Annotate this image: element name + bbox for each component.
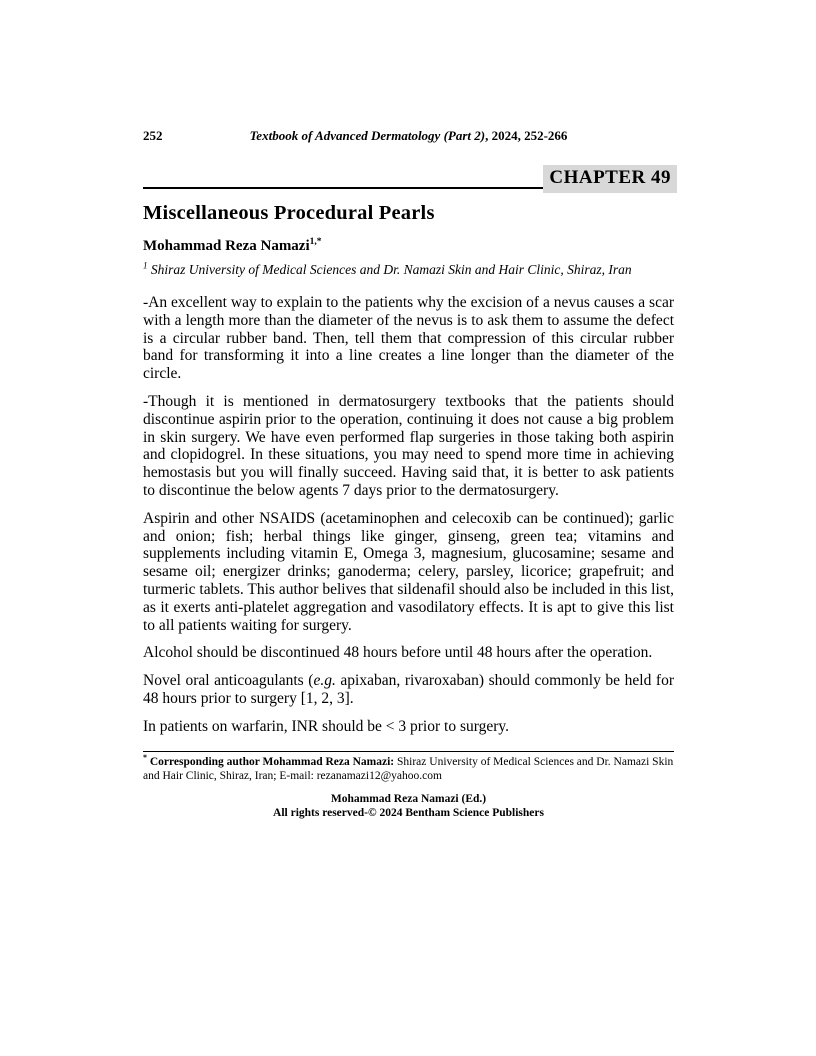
footnote-bold-label: Corresponding author Mohammad Reza Namazi: [147, 755, 395, 768]
page-number: 252 [143, 128, 163, 143]
corresponding-author-footnote [143, 751, 674, 783]
paragraph-anticoagulants-eg: e.g. [313, 672, 336, 690]
affiliation-superscript: 1 [143, 260, 148, 271]
running-title-journal: Textbook of Advanced Dermatology (Part 2) [249, 128, 486, 143]
paragraph-agents-list: Aspirin and other NSAIDS (acetaminophen and celecoxib can be continued); garlic and onion; fish; herbal things like ginger, ginseng, green tea; vitamins and supplements including vitamin E, Omega 3, magnesium, glucosamine; sesame and sesame oil; energizer drinks; ganoderma; celery, parsley, licorice; grapefruit; and turmeric tablets. This author belives that sildenafil should also be included in this list, as it exerts anti-platelet aggregation and vasodilatory effects. It is apt to give this list to all patients waiting for surgery. [143, 509, 674, 634]
author-line [143, 238, 674, 255]
colophon-editor-line: Mohammad Reza Namazi (Ed.) [330, 792, 487, 805]
paragraph-anticoagulants [143, 672, 674, 708]
running-head [143, 128, 674, 144]
paragraph-warfarin: In patients on warfarin, INR should be < 3 prior to surgery. [143, 717, 510, 735]
chapter-badge: CHAPTER 49 [543, 165, 677, 193]
paragraph-alcohol: Alcohol should be discontinued 48 hours before until 48 hours after the operation. [143, 644, 653, 662]
chapter-header-rule [143, 158, 674, 189]
author-name: Mohammad Reza Namazi [143, 238, 310, 254]
colophon-rights-line: All rights reserved-© 2024 Bentham Science Publishers [273, 807, 544, 820]
publisher-colophon [143, 792, 674, 821]
author-superscript: 1,* [309, 237, 322, 247]
running-title-issue: , 2024, 252-266 [485, 128, 568, 143]
running-title [143, 128, 674, 144]
paragraph-aspirin-continuation: -Though it is mentioned in dermatosurgery textbooks that the patients should discontinue aspirin prior to the operation, continuing it does not cause a big problem in skin surgery. We have even performed flap surgeries in those taking both aspirin and clopidogrel. In these situations, you may need to spend more time in achieving hemostasis but you will finally succeed. Having said that, it is better to ask patients to discontinue the below agents 7 days prior to the dermatosurgery. [143, 392, 674, 499]
paragraph-anticoagulants-pre: Novel oral anticoagulants ( [143, 672, 314, 690]
footnote-marker: * [143, 752, 147, 762]
page-content [143, 128, 674, 821]
footnote-text: Shiraz University of Medical Sciences and Dr. Namazi Skin and Hair Clinic, Shiraz, Iran; E-mail: rezanamazi12@yahoo.com [143, 755, 674, 782]
paragraph-nevus-excision: -An excellent way to explain to the patients why the excision of a nevus causes a scar with a length more than the diameter of the nevus is to ask them to assume the defect is a circular rubber band. Then, tell them that compression of this circular rubber band for transforming it into a line creates a line longer than the diameter of the circle. [143, 294, 674, 383]
chapter-title: Miscellaneous Procedural Pearls [143, 202, 435, 224]
paragraph-anticoagulants-post: apixaban, rivaroxaban) should commonly be held for 48 hours prior to surgery [1, 2, 3]. [143, 672, 674, 707]
affiliation [143, 262, 674, 278]
affiliation-text: Shiraz University of Medical Sciences and Dr. Namazi Skin and Hair Clinic, Shiraz, Iran [147, 262, 632, 277]
